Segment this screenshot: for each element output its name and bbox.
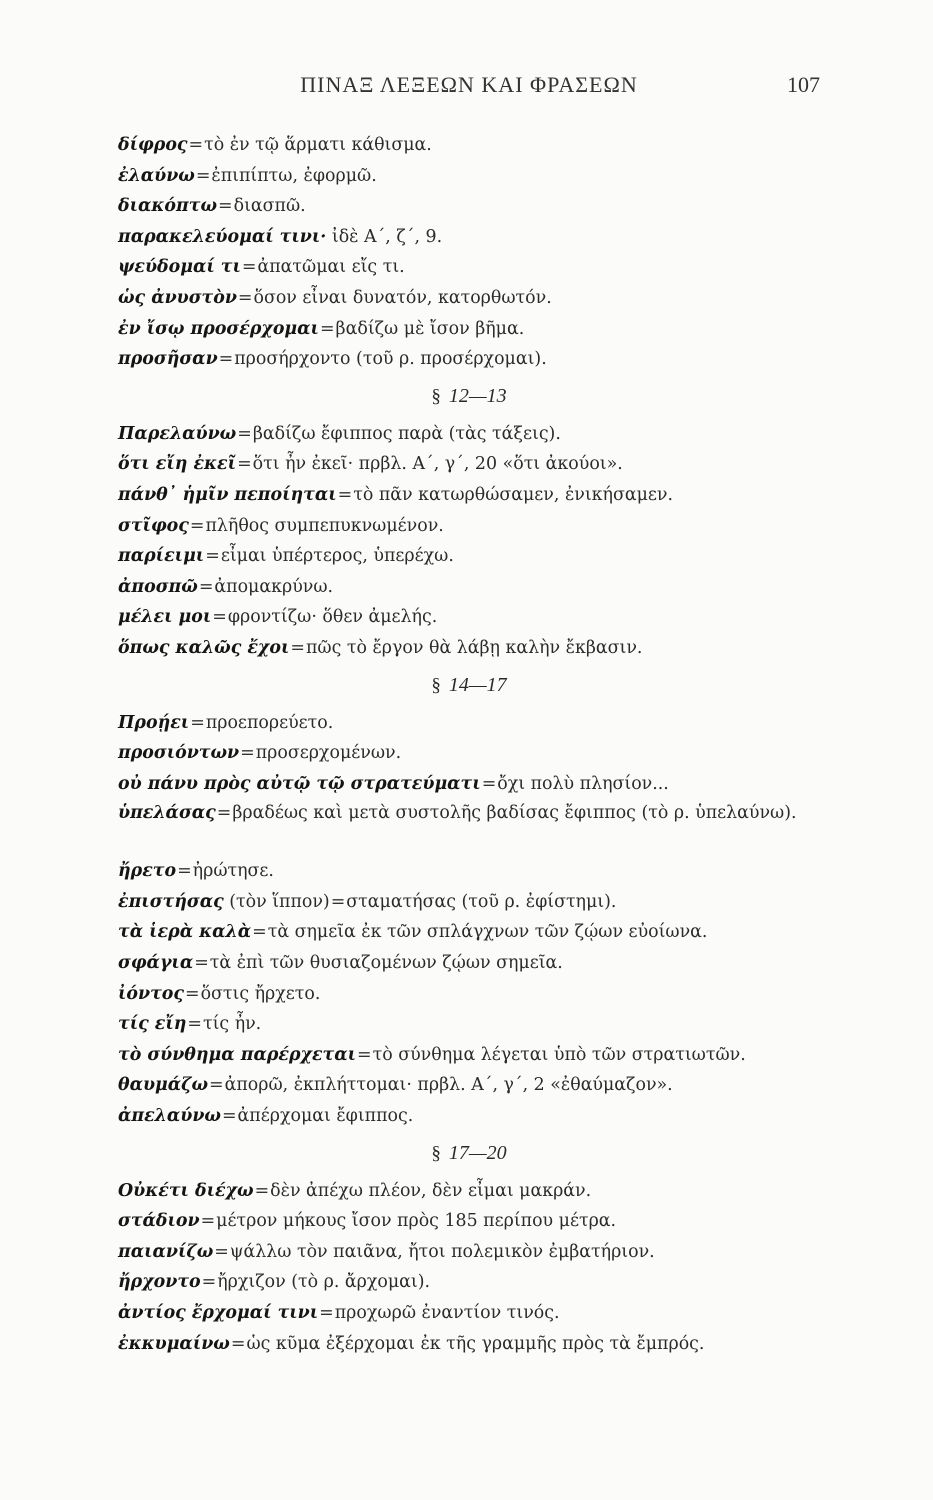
entry-definition: προσερχομένων.	[255, 743, 402, 764]
running-title: ΠΙΝΑΞ ΛΕΞΕΩΝ ΚΑΙ ΦΡΑΣΕΩΝ	[300, 72, 638, 97]
entry-separator: =	[237, 454, 252, 475]
entry-term: ἐπιστήσας	[118, 891, 224, 912]
entry-definition: ἀπομακρύνω.	[214, 576, 334, 597]
entry-definition: τὸ ἐν τῷ ἅρματι κάθισμα.	[204, 135, 432, 155]
entry-separator: =	[252, 922, 267, 943]
glossary-entry	[118, 283, 820, 314]
entry-term: σφάγια	[118, 953, 194, 974]
entry-term: ὑπελάσας	[118, 803, 216, 824]
glossary-entry	[118, 633, 820, 664]
glossary-entry	[118, 344, 820, 375]
entry-separator: =	[237, 287, 253, 308]
entry-separator: =	[218, 349, 234, 370]
page-header	[118, 72, 820, 108]
entry-separator: =	[240, 743, 255, 764]
entry-term: διακόπτω	[118, 196, 218, 217]
glossary-entry	[118, 314, 820, 345]
entry-term: Προῄει	[118, 712, 190, 733]
entry-definition: διασπῶ.	[233, 196, 306, 217]
entry-separator: =	[319, 1303, 334, 1323]
entry-term: ἀπελαύνω	[118, 1106, 221, 1127]
entry-separator: =	[241, 257, 257, 278]
entry-term: τὰ ἱερὰ καλὰ	[118, 922, 252, 943]
entry-definition: πλῆθος συμπεπυκνωμένον.	[205, 515, 444, 536]
glossary-entry	[118, 769, 820, 800]
glossary-entry	[118, 917, 820, 948]
entry-definition: προχωρῶ ἐναντίον τινός.	[334, 1303, 560, 1323]
glossary-entry	[118, 541, 820, 572]
entry-separator: =	[188, 135, 204, 155]
entry-term: ἤρετο	[118, 861, 177, 882]
entry-definition: ὅσον εἶναι δυνατόν, κατορθωτόν.	[253, 287, 552, 308]
entry-definition: ἤρχιζον (τὸ ρ. ἄρχομαι).	[217, 1272, 431, 1293]
entry-term: ἤρχοντο	[118, 1272, 201, 1293]
section-range: 14—17	[448, 673, 507, 696]
glossary-entry	[118, 419, 820, 450]
section-heading	[118, 1132, 820, 1176]
entry-definition: προεπορεύετο.	[205, 712, 334, 733]
entry-separator: =	[190, 712, 205, 733]
section-symbol: §	[431, 1142, 441, 1164]
entry-definition: ὅστις ἤρχετο.	[200, 983, 321, 1004]
entry-separator: =	[254, 1180, 270, 1201]
glossary-entry	[118, 191, 820, 222]
entry-term: ὅπως καλῶς ἔχοι	[118, 637, 290, 658]
glossary-entry	[118, 887, 820, 918]
entry-definition: ὄχι πολὺ πλησίον...	[497, 773, 669, 794]
entry-term: πάνθ᾽ ἡμῖν πεποίηται	[118, 484, 337, 505]
entry-separator: =	[481, 773, 497, 794]
entry-separator: =	[198, 576, 214, 597]
glossary-entry	[118, 1176, 820, 1207]
entry-separator: =	[212, 607, 227, 628]
glossary-entry	[118, 979, 820, 1010]
glossary-entry	[118, 480, 820, 511]
entry-term: οὐ πάνυ πρὸς αὐτῷ τῷ στρατεύματι	[118, 773, 481, 794]
section-heading	[118, 664, 820, 708]
entry-term: στάδιον	[118, 1211, 200, 1232]
glossary-entry	[118, 572, 820, 603]
entry-term: ἀποσπῶ	[118, 576, 198, 597]
entry-separator: =	[337, 484, 353, 505]
entry-separator: =	[209, 1075, 224, 1096]
entry-term: ἐκκυμαίνω	[118, 1333, 230, 1354]
entry-separator: =	[319, 318, 335, 339]
entry-definition: ἀπατῶμαι εἴς τι.	[257, 257, 405, 278]
entry-definition: τὸ πᾶν κατωρθώσαμεν, ἐνικήσαμεν.	[353, 484, 673, 505]
glossary-entry	[118, 948, 820, 979]
entry-term: παιανίζω	[118, 1241, 214, 1262]
entry-term: τίς εἴη	[118, 1014, 187, 1035]
entry-term: παρακελεύομαί τινι·	[118, 226, 327, 247]
glossary-entry	[118, 1101, 820, 1132]
entry-definition: βαδίζω μὲ ἴσον βῆμα.	[335, 318, 525, 339]
glossary-entry	[118, 708, 820, 739]
glossary-entry	[118, 1070, 820, 1101]
glossary-entry	[118, 1298, 820, 1329]
entry-definition: φροντίζω· ὅθεν ἀμελής.	[227, 607, 438, 628]
entry-definition: βαδίζω ἔφιππος παρὰ (τὰς τάξεις).	[252, 423, 561, 444]
entry-definition: ὡς κῦμα ἐξέρχομαι ἐκ τῆς γραμμῆς πρὸς τὰ ἔμπρός.	[246, 1333, 705, 1354]
glossary-entry	[118, 1329, 820, 1360]
glossary-entry	[118, 511, 820, 542]
entry-separator: =	[237, 423, 252, 444]
entry-term: ἐν ἴσῳ προσέρχομαι	[118, 318, 319, 339]
entry-separator: =	[357, 1044, 372, 1065]
entry-definition: σταματήσας (τοῦ ρ. ἐφίστημι).	[346, 891, 617, 912]
entry-separator: =	[330, 891, 346, 912]
entry-separator: =	[290, 637, 305, 658]
glossary-entry	[118, 1040, 820, 1071]
entry-definition: τὸ σύνθημα λέγεται ὑπὸ τῶν στρατιωτῶν.	[372, 1044, 746, 1065]
entry-separator: =	[221, 1106, 237, 1127]
entry-definition: μέτρον μήκους ἴσον πρὸς 185 περίπου μέτρα.	[216, 1211, 617, 1232]
entry-term: μέλει μοι	[118, 607, 212, 628]
entry-term: ἐλαύνω	[118, 165, 195, 186]
entry-definition: τίς ἦν.	[202, 1014, 262, 1035]
entry-separator: =	[216, 803, 232, 824]
glossary-entry	[118, 602, 820, 633]
entry-term: ὡς ἀνυστὸν	[118, 287, 237, 308]
entry-definition: δὲν ἀπέχω πλέον, δὲν εἶμαι μακράν.	[270, 1180, 592, 1201]
entry-separator: =	[177, 861, 192, 882]
entry-term: θαυμάζω	[118, 1075, 209, 1096]
section-range: 12—13	[448, 384, 507, 407]
glossary-entry	[118, 799, 820, 856]
entry-definition: εἶμαι ὑπέρτερος, ὑπερέχω.	[220, 546, 454, 567]
entry-definition: τὰ ἐπὶ τῶν θυσιαζομένων ζῴων σημεῖα.	[209, 953, 563, 974]
entry-separator: =	[214, 1241, 229, 1262]
entry-separator: =	[205, 546, 220, 567]
glossary-entry	[118, 130, 820, 161]
entry-note: (τὸν ἵππον)	[223, 891, 330, 912]
entry-separator: =	[200, 1211, 216, 1232]
entry-definition: τὰ σημεῖα ἐκ τῶν σπλάγχνων τῶν ζῴων εὐοίωνα.	[267, 922, 708, 943]
entry-term: ἀντίος ἔρχομαί τινι	[118, 1303, 319, 1323]
entry-definition: ἀπέρχομαι ἔφιππος.	[237, 1106, 414, 1127]
section-range: 17—20	[448, 1141, 507, 1164]
glossary-entry	[118, 252, 820, 283]
glossary-entry	[118, 1237, 820, 1268]
entry-term: ὅτι εἴη ἐκεῖ	[118, 454, 237, 475]
section-heading	[118, 375, 820, 419]
entry-separator: =	[218, 196, 233, 217]
entry-term: ψεύδομαί τι	[118, 257, 241, 278]
glossary-entry	[118, 222, 820, 253]
page-number: 107	[787, 72, 820, 97]
glossary-entry	[118, 856, 820, 887]
entry-term: Οὐκέτι διέχω	[118, 1180, 254, 1201]
entry-separator: =	[195, 165, 211, 186]
section-symbol: §	[431, 674, 441, 696]
glossary-entry	[118, 1267, 820, 1298]
entry-term: δίφρος	[118, 135, 188, 155]
glossary-entry	[118, 738, 820, 769]
glossary-entry	[118, 161, 820, 192]
glossary-entry	[118, 449, 820, 480]
entry-separator: =	[184, 983, 200, 1004]
entry-term: παρίειμι	[118, 546, 205, 567]
entry-term: προσῆσαν	[118, 349, 218, 370]
entry-term: τὸ σύνθημα παρέρχεται	[118, 1044, 357, 1065]
entry-definition: ἰδὲ Α΄, ζ΄, 9.	[326, 226, 443, 247]
entry-term: Παρελαύνω	[118, 423, 237, 444]
entry-term: προσιόντων	[118, 743, 240, 764]
glossary-entry	[118, 1009, 820, 1040]
entry-definition: ἠρώτησε.	[192, 861, 274, 882]
entry-separator: =	[230, 1333, 246, 1354]
entry-definition: βραδέως καὶ μετὰ συστολῆς βαδίσας ἔφιππος (τὸ ρ. ὑπελαύνω).	[232, 803, 797, 824]
section-symbol: §	[431, 385, 441, 407]
entry-definition: ὅτι ἦν ἐκεῖ· πρβλ. Α΄, γ΄, 20 «ὅτι ἀκούοι».	[252, 454, 623, 475]
entry-separator: =	[201, 1272, 217, 1293]
entry-definition: ἀπορῶ, ἐκπλήττομαι· πρβλ. Α΄, γ΄, 2 «ἐθαύμαζον».	[224, 1075, 673, 1096]
entry-definition: προσήρχοντο (τοῦ ρ. προσέρχομαι).	[234, 349, 547, 370]
entry-separator: =	[194, 953, 209, 974]
entry-definition: πῶς τὸ ἔργον θὰ λάβῃ καλὴν ἔκβασιν.	[305, 637, 643, 658]
entry-definition: ψάλλω τὸν παιᾶνα, ἤτοι πολεμικὸν ἐμβατήριον.	[229, 1241, 655, 1262]
entry-separator: =	[187, 1014, 202, 1035]
glossary-content	[118, 130, 820, 1359]
entry-term: ἰόντος	[118, 983, 184, 1004]
entry-definition: ἐπιπίπτω, ἐφορμῶ.	[211, 165, 377, 186]
glossary-entry	[118, 1206, 820, 1237]
entry-separator: =	[189, 515, 205, 536]
entry-term: στῖφος	[118, 515, 189, 536]
